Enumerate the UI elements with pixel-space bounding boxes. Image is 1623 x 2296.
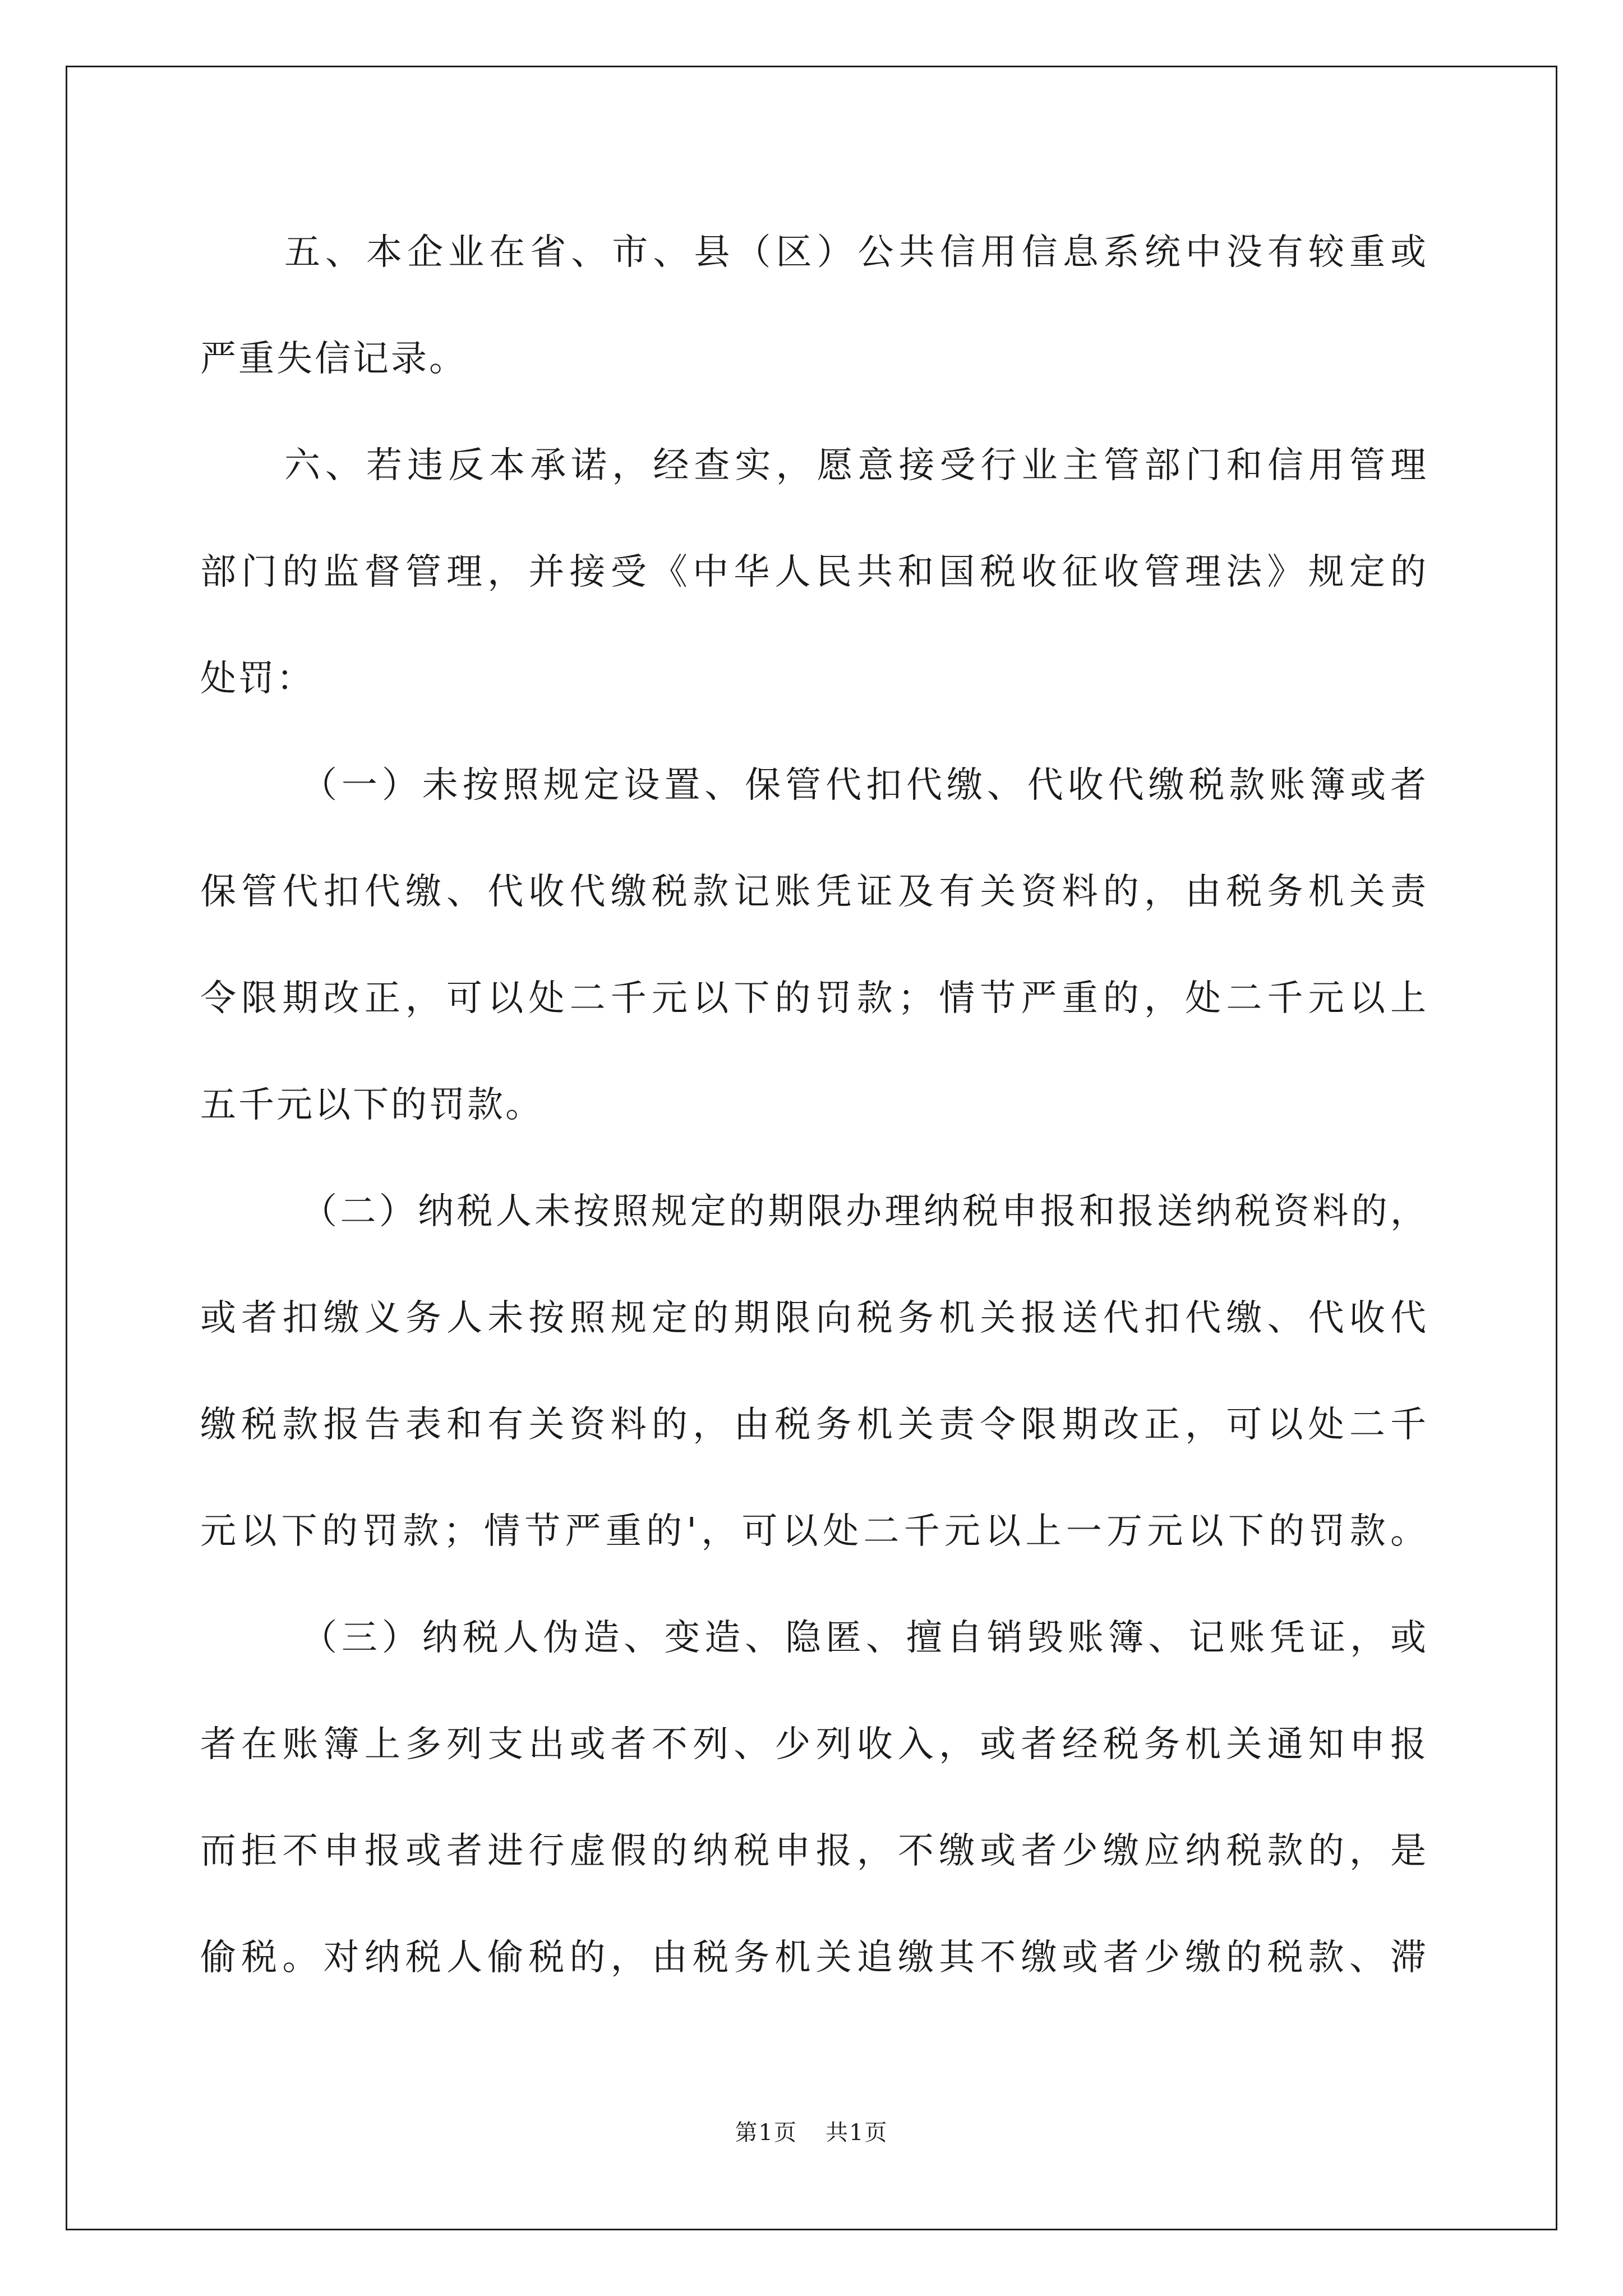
text-line: 令限期改正，可以处二千元以下的罚款；情节严重的，处二千元以上 <box>200 978 1428 1019</box>
text-line: 者在账簿上多列支出或者不列、少列收入，或者经税务机关通知申报 <box>200 1724 1428 1765</box>
text-line: 或者扣缴义务人未按照规定的期限向税务机关报送代扣代缴、代收代 <box>200 1297 1428 1339</box>
text-line: 处罚： <box>200 658 315 700</box>
page-footer <box>0 2115 1623 2147</box>
text-line: 五千元以下的罚款。 <box>200 1084 543 1126</box>
text-line: （一）未按照规定设置、保管代扣代缴、代收代缴税款账簿或者 <box>301 765 1428 806</box>
document-body <box>200 222 1428 2033</box>
text-line: （二）纳税人未按照规定的期限办理纳税申报和报送纳税资料的， <box>301 1191 1428 1232</box>
page-total: 共1页 <box>826 2120 888 2146</box>
text-line: 部门的监督管理，并接受《中华人民共和国税收征收管理法》规定的 <box>200 551 1428 593</box>
text-line: 保管代扣代缴、代收代缴税款记账凭证及有关资料的，由税务机关责 <box>200 871 1428 913</box>
text-line: 五、本企业在省、市、县（区）公共信用信息系统中没有较重或 <box>284 232 1428 273</box>
text-line: 元以下的罚款；情节严重的'，可以处二千元以上一万元以下的罚款。 <box>200 1511 1428 1552</box>
text-line: 六、若违反本承诺，经查实，愿意接受行业主管部门和信用管理 <box>284 445 1428 486</box>
text-line: （三）纳税人伪造、变造、隐匿、擅自销毁账簿、记账凭证，或 <box>301 1617 1428 1659</box>
text-line: 缴税款报告表和有关资料的，由税务机关责令限期改正，可以处二千 <box>200 1404 1428 1446</box>
text-line: 偷税。对纳税人偷税的，由税务机关追缴其不缴或者少缴的税款、滞 <box>200 1937 1428 1978</box>
page-number: 第1页 <box>735 2120 797 2146</box>
text-line: 严重失信记录。 <box>200 338 467 380</box>
text-line: 而拒不申报或者进行虚假的纳税申报，不缴或者少缴应纳税款的，是 <box>200 1830 1428 1872</box>
